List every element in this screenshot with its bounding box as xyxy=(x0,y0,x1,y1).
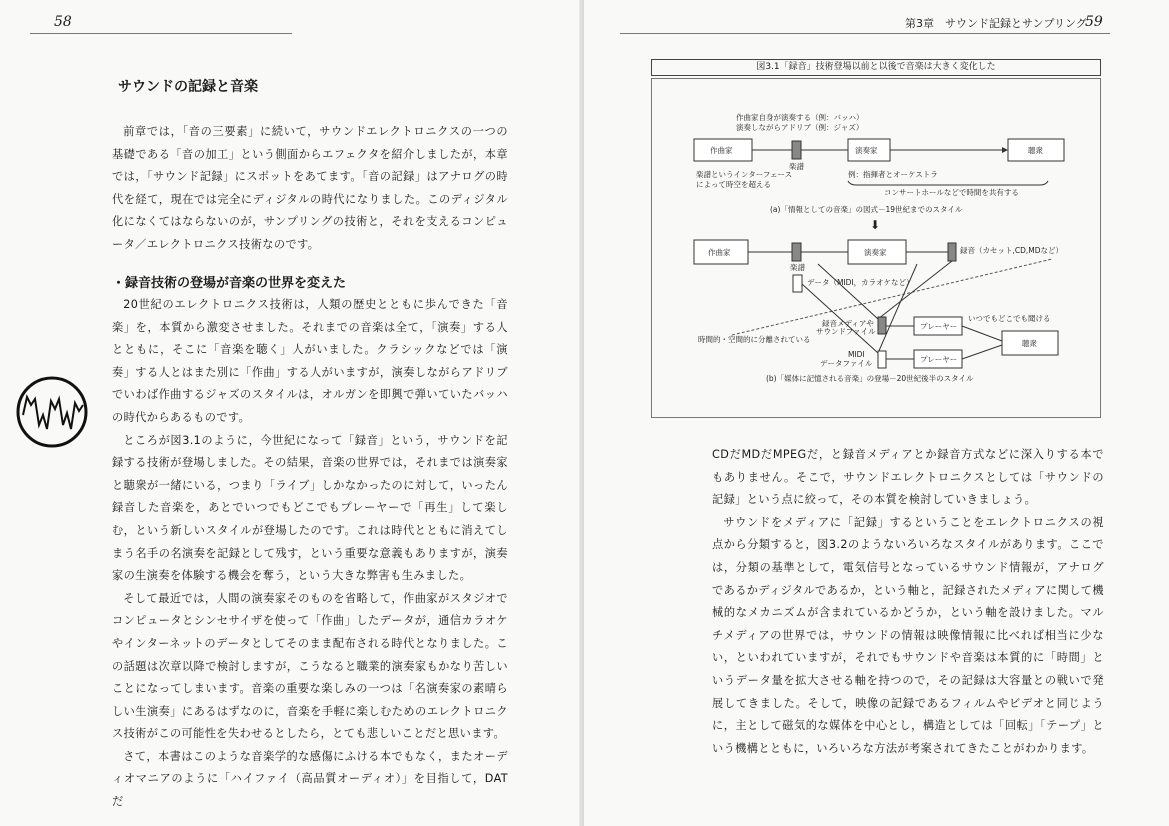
box-composer-a-label: 作曲家 xyxy=(710,146,733,155)
note-interface-2: によって時空を超える xyxy=(696,180,771,189)
note-concert: コンサートホールなどで時間を共有する xyxy=(884,188,1019,197)
recording-media-icon xyxy=(948,243,956,261)
score-icon xyxy=(792,243,801,261)
page-number-left: 58 xyxy=(54,14,72,30)
note-top-1: 作曲家自身が演奏する（例：バッハ） xyxy=(736,113,864,122)
box-listener-a-label: 聴衆 xyxy=(1028,146,1043,155)
timespace-label: 時間的・空間的に分離されている xyxy=(698,335,811,344)
media-label-1: 録音メディアや xyxy=(822,319,874,328)
box-listener-b-label: 聴衆 xyxy=(1022,339,1037,348)
right-body xyxy=(712,444,1104,760)
media-label-2: サウンドファイル xyxy=(816,327,876,336)
header-rule-right xyxy=(620,33,1110,34)
note-top-2: 演奏しながらアドリブ（例：ジャズ） xyxy=(736,123,864,132)
box-composer-b-label: 作曲家 xyxy=(708,248,731,257)
score-label-b: 楽譜 xyxy=(790,263,805,272)
waveform-logo-icon xyxy=(15,375,89,449)
midi-label-1: MIDI xyxy=(848,350,865,359)
right-paragraph: CDだMDだMPEGだ，と録音メディアとか録音方式などに深入りする本でもありません。そこで，サウンドエレクトロニクスとしては「サウンドの記録」という点に絞って，その本質を検討していきましょう。 xyxy=(712,448,1104,507)
data-label: データ（MIDI，カラオケなど） xyxy=(807,278,914,287)
midi-label-2: データファイル xyxy=(820,359,873,368)
left-body xyxy=(112,294,508,814)
header-rule-left xyxy=(30,33,292,34)
page-number-right: 59 xyxy=(1085,14,1103,30)
figure-diagram xyxy=(652,79,1100,417)
recording-label: 録音（カセット,CD,MDなど） xyxy=(960,246,1064,255)
midi-file-icon xyxy=(878,351,886,368)
section-title: サウンドの記録と音楽 xyxy=(118,79,258,95)
box-performer-b-label: 演奏家 xyxy=(864,248,887,257)
subheading: ・録音技術の登場が音楽の世界を変えた xyxy=(112,276,347,291)
intro-text: 前章では，「音の三要素」に続いて，サウンドエレクトロニクスの一つの基礎である「音の加工」という側面からエフェクタを紹介しましたが，本章では，「サウンド記録」にスポットをあてます。「音の記録」はアナログの時代を経て，現在では完全にディジタルの時代になりました。このディジタル化になくてはならないのが，サンプリングの技術と，それを支えるコンピュータ／エレクトロニクス技術なのです。 xyxy=(112,125,508,251)
left-paragraph: ところが図3.1のように，今世紀になって「録音」という，サウンドを記録する技術が登場しました。その結果，音楽の世界では，それまでは演奏家と聴衆が一緒にいる，つまり「ライブ」しかなかったのに対して，いったん録音した音楽を，あとでいつでもどこでもプレーヤーで「再生」して楽しむ，という新しいスタイルが登場したのです。これは時代とともに消えてしまう名手の名演奏を記録として残す，という重要な意義もありますが，演奏家の生演奏を体験する機会を奪う，という大きな弊害も生みました。 xyxy=(112,433,508,583)
data-file-icon xyxy=(793,275,802,292)
note-interface-1: 楽譜というインターフェース xyxy=(696,170,793,179)
score-icon xyxy=(792,141,801,159)
caption-a: (a)「情報としての音楽」の図式－19世紀までのスタイル xyxy=(770,205,963,214)
media-file-icon xyxy=(878,317,886,334)
box-player-1-label: プレーヤー xyxy=(920,322,958,331)
left-paragraph: そして最近では，人間の演奏家そのものを省略して，作曲家がスタジオでコンピュータとシンセサイザを使って「作曲」したデータが，通信カラオケやインターネットのデータとしてそのまま配布される時代となりました。この話題は次章以降で検討しますが，こうなると職業的演奏家もかなり苦しいことになってしまいます。音楽の重要な楽しみの一つは「名演奏家の素晴らしい生演奏」にあるはずなのに，音楽を手軽に楽しむためのエレクトロニクス技術がこの可能性を失わせるとしたら，とても悲しいことだと思います。 xyxy=(112,591,508,741)
note-example: 例：指揮者とオーケストラ xyxy=(848,170,938,179)
score-label-a: 楽譜 xyxy=(789,162,804,171)
arrow-head-icon xyxy=(1002,147,1008,153)
left-paragraph: 20世紀のエレクトロニクス技術は，人類の歴史とともに歩んできた「音楽」を，本質から激変させました。それまでの音楽は全て，「演奏」する人とともに，そこに「音楽を聴く」人がいました。クラシックなどでは「演奏」する人とはまた別に「作曲」する人がいますが，演奏しながらアドリブでいわば作曲するジャズのスタイルは，オルガンを即興で弾いていたバッハの時代からあるものです。 xyxy=(112,298,508,424)
box-player-2-label: プレーヤー xyxy=(920,355,958,364)
figure-3-1 xyxy=(651,78,1101,418)
figure-title: 図3.1「録音」技術登場以前と以後で音楽は大きく変化した xyxy=(651,59,1101,76)
running-header: 第3章 サウンド記録とサンプリング xyxy=(905,17,1087,30)
intro-paragraph xyxy=(112,121,508,257)
left-paragraph: さて，本書はこのような音楽学的な感傷にふける本でもなく，またオーディオマニアのように「ハイファイ（高品質オーディオ）」を目指して，DATだ xyxy=(112,749,508,809)
caption-b: (b)「媒体に記憶される音楽」の登場－20世紀後半のスタイル xyxy=(766,374,974,383)
down-arrow-icon: ⬇ xyxy=(870,218,881,232)
anytime-label: いつでもどこでも聞ける xyxy=(968,314,1051,323)
box-performer-a-label: 演奏家 xyxy=(855,146,878,155)
right-paragraph: サウンドをメディアに「記録」するということをエレクトロニクスの視点から分類すると，図3.2のようないろいろなスタイルがあります。ここでは，分類の基準として，電気信号となっているサウンド情報が，アナログであるかディジタルであるか，という軸と，記録されたメディアに関して機械的なメカニズムが含まれているかどうか，という軸を設けました。マルチメディアの世界では，サウンドの情報は映像情報に比べれば相当に少ない，といわれていますが，それでもサウンドや音楽は本質的に「時間」というデータ量を拡大させる軸を持つので，その記録は大容量との戦いで発展してきました。そして，映像の記録であるフィルムやビデオと同じように，主として磁気的な媒体を中心とし，構造としては「回転」「テープ」という機構とともに，いろいろな方法が考案されてきたことがわかります。 xyxy=(712,515,1104,755)
